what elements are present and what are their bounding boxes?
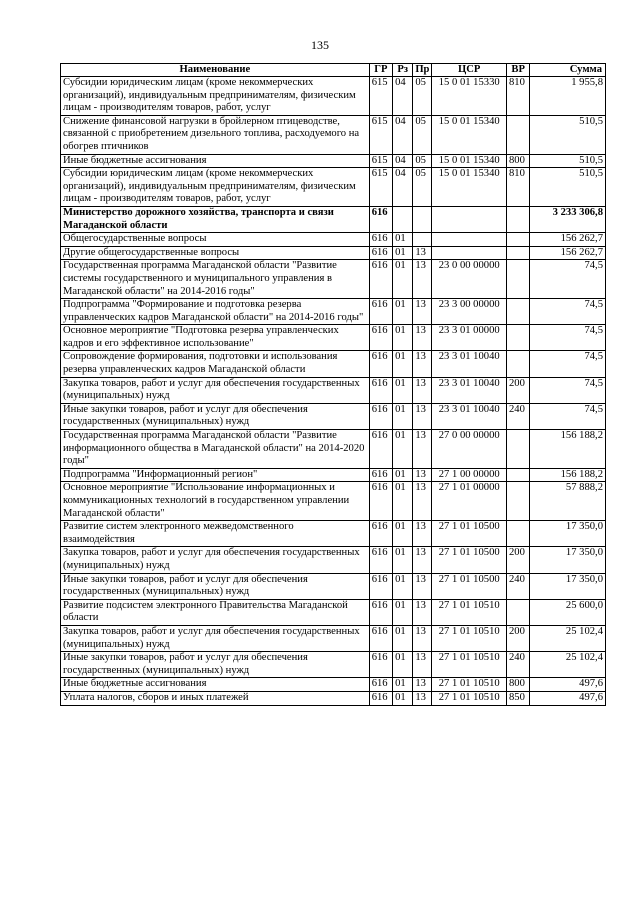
cell-csr: 23 3 00 00000 xyxy=(432,299,507,325)
cell-csr: 15 0 01 15340 xyxy=(432,168,507,207)
cell-csr: 27 1 01 10510 xyxy=(432,625,507,651)
cell-pr: 13 xyxy=(413,482,432,521)
cell-sum: 156 262,7 xyxy=(530,233,606,247)
cell-name: Сопровождение формирования, подготовки и использования резерва управленческих кадров Магаданской области xyxy=(61,351,370,377)
cell-rz: 01 xyxy=(393,260,413,299)
table-row xyxy=(61,403,606,429)
cell-name: Подпрограмма "Информационный регион" xyxy=(61,468,370,482)
cell-vr xyxy=(506,115,529,154)
cell-pr: 05 xyxy=(413,154,432,168)
cell-rz: 01 xyxy=(393,482,413,521)
header-rz: Рз xyxy=(393,64,413,77)
cell-vr: 240 xyxy=(506,403,529,429)
cell-rz: 01 xyxy=(393,430,413,469)
cell-sum: 74,5 xyxy=(530,377,606,403)
cell-rz: 04 xyxy=(393,77,413,116)
cell-csr: 23 3 01 00000 xyxy=(432,325,507,351)
cell-sum: 25 600,0 xyxy=(530,599,606,625)
cell-sum: 17 350,0 xyxy=(530,573,606,599)
cell-csr: 23 3 01 10040 xyxy=(432,377,507,403)
cell-pr: 13 xyxy=(413,625,432,651)
cell-rz: 01 xyxy=(393,691,413,705)
cell-vr xyxy=(506,233,529,247)
budget-table xyxy=(60,63,606,706)
cell-pr: 13 xyxy=(413,299,432,325)
cell-vr xyxy=(506,521,529,547)
cell-sum: 156 188,2 xyxy=(530,430,606,469)
cell-name: Государственная программа Магаданской области "Развитие информационного общества в Магаданской области" на 2014-2020 годы" xyxy=(61,430,370,469)
cell-csr: 27 1 01 10500 xyxy=(432,521,507,547)
cell-vr: 200 xyxy=(506,377,529,403)
cell-vr: 800 xyxy=(506,678,529,692)
header-vr: ВР xyxy=(506,64,529,77)
cell-pr: 13 xyxy=(413,652,432,678)
cell-gr: 616 xyxy=(369,377,392,403)
cell-sum: 74,5 xyxy=(530,351,606,377)
cell-sum: 497,6 xyxy=(530,691,606,705)
cell-name: Уплата налогов, сборов и иных платежей xyxy=(61,691,370,705)
cell-vr: 800 xyxy=(506,154,529,168)
cell-sum: 17 350,0 xyxy=(530,521,606,547)
cell-gr: 616 xyxy=(369,652,392,678)
header-sum: Сумма xyxy=(530,64,606,77)
cell-pr: 13 xyxy=(413,403,432,429)
cell-csr: 27 1 01 10510 xyxy=(432,599,507,625)
table-row xyxy=(61,573,606,599)
cell-csr: 15 0 01 15330 xyxy=(432,77,507,116)
cell-csr: 27 1 01 00000 xyxy=(432,482,507,521)
table-row xyxy=(61,377,606,403)
header-gr: ГР xyxy=(369,64,392,77)
cell-vr xyxy=(506,246,529,260)
cell-pr: 05 xyxy=(413,77,432,116)
table-row xyxy=(61,468,606,482)
cell-csr: 27 1 00 00000 xyxy=(432,468,507,482)
cell-vr xyxy=(506,351,529,377)
table-row xyxy=(61,154,606,168)
cell-vr xyxy=(506,325,529,351)
cell-rz: 01 xyxy=(393,377,413,403)
cell-gr: 615 xyxy=(369,154,392,168)
cell-pr xyxy=(413,206,432,232)
cell-pr: 05 xyxy=(413,168,432,207)
cell-vr: 810 xyxy=(506,168,529,207)
cell-gr: 616 xyxy=(369,430,392,469)
cell-gr: 616 xyxy=(369,351,392,377)
cell-vr: 240 xyxy=(506,573,529,599)
cell-vr xyxy=(506,468,529,482)
cell-csr xyxy=(432,246,507,260)
cell-csr: 23 0 00 00000 xyxy=(432,260,507,299)
table-row xyxy=(61,260,606,299)
cell-vr xyxy=(506,599,529,625)
cell-name: Развитие систем электронного межведомственного взаимодействия xyxy=(61,521,370,547)
header-name: Наименование xyxy=(61,64,370,77)
cell-pr: 13 xyxy=(413,521,432,547)
cell-sum: 497,6 xyxy=(530,678,606,692)
table-row xyxy=(61,691,606,705)
cell-gr: 616 xyxy=(369,599,392,625)
cell-vr: 850 xyxy=(506,691,529,705)
cell-gr: 616 xyxy=(369,468,392,482)
cell-gr: 616 xyxy=(369,325,392,351)
header-pr: Пр xyxy=(413,64,432,77)
header-csr: ЦСР xyxy=(432,64,507,77)
cell-name: Основное мероприятие "Использование информационных и коммуникационных технологий в государственном управлении Магаданской области" xyxy=(61,482,370,521)
cell-rz: 01 xyxy=(393,599,413,625)
cell-name: Субсидии юридическим лицам (кроме некоммерческих организаций), индивидуальным предпринимателям, физическим лицам - производителям товаров, работ, услуг xyxy=(61,77,370,116)
cell-pr: 05 xyxy=(413,115,432,154)
cell-name: Иные закупки товаров, работ и услуг для обеспечения государственных (муниципальных) нужд xyxy=(61,652,370,678)
cell-name: Закупка товаров, работ и услуг для обеспечения государственных (муниципальных) нужд xyxy=(61,625,370,651)
cell-pr: 13 xyxy=(413,691,432,705)
cell-csr: 15 0 01 15340 xyxy=(432,115,507,154)
table-row xyxy=(61,233,606,247)
cell-name: Иные закупки товаров, работ и услуг для обеспечения государственных (муниципальных) нужд xyxy=(61,403,370,429)
cell-pr: 13 xyxy=(413,573,432,599)
cell-rz: 01 xyxy=(393,233,413,247)
cell-sum: 510,5 xyxy=(530,154,606,168)
cell-sum: 74,5 xyxy=(530,403,606,429)
cell-gr: 615 xyxy=(369,115,392,154)
cell-vr: 200 xyxy=(506,625,529,651)
cell-sum: 510,5 xyxy=(530,115,606,154)
cell-vr: 240 xyxy=(506,652,529,678)
cell-name: Подпрограмма "Формирование и подготовка резерва управленческих кадров Магаданской области" на 2014-2016 годы" xyxy=(61,299,370,325)
cell-gr: 616 xyxy=(369,246,392,260)
cell-rz: 01 xyxy=(393,521,413,547)
cell-csr: 23 3 01 10040 xyxy=(432,351,507,377)
cell-sum: 74,5 xyxy=(530,299,606,325)
cell-sum: 17 350,0 xyxy=(530,547,606,573)
cell-vr xyxy=(506,206,529,232)
cell-csr xyxy=(432,206,507,232)
table-row xyxy=(61,652,606,678)
cell-pr: 13 xyxy=(413,260,432,299)
table-row xyxy=(61,351,606,377)
cell-gr: 616 xyxy=(369,233,392,247)
cell-sum: 25 102,4 xyxy=(530,652,606,678)
table-row xyxy=(61,482,606,521)
cell-rz: 01 xyxy=(393,625,413,651)
table-row xyxy=(61,678,606,692)
cell-name: Другие общегосударственные вопросы xyxy=(61,246,370,260)
cell-vr xyxy=(506,430,529,469)
cell-gr: 616 xyxy=(369,521,392,547)
table-row xyxy=(61,115,606,154)
cell-rz: 04 xyxy=(393,154,413,168)
cell-pr: 13 xyxy=(413,430,432,469)
cell-sum: 25 102,4 xyxy=(530,625,606,651)
cell-name: Иные бюджетные ассигнования xyxy=(61,678,370,692)
cell-sum: 74,5 xyxy=(530,260,606,299)
page-number: 135 xyxy=(311,38,329,52)
cell-csr: 15 0 01 15340 xyxy=(432,154,507,168)
cell-gr: 616 xyxy=(369,482,392,521)
cell-rz: 01 xyxy=(393,246,413,260)
table-row xyxy=(61,168,606,207)
cell-vr xyxy=(506,482,529,521)
cell-csr: 23 3 01 10040 xyxy=(432,403,507,429)
cell-pr: 13 xyxy=(413,678,432,692)
cell-name: Иные закупки товаров, работ и услуг для обеспечения государственных (муниципальных) нужд xyxy=(61,573,370,599)
cell-rz: 01 xyxy=(393,573,413,599)
cell-csr: 27 1 01 10510 xyxy=(432,678,507,692)
table-row xyxy=(61,246,606,260)
cell-rz: 01 xyxy=(393,652,413,678)
cell-sum: 510,5 xyxy=(530,168,606,207)
cell-gr: 616 xyxy=(369,299,392,325)
cell-pr: 13 xyxy=(413,246,432,260)
cell-csr: 27 0 00 00000 xyxy=(432,430,507,469)
cell-sum: 1 955,8 xyxy=(530,77,606,116)
cell-name: Общегосударственные вопросы xyxy=(61,233,370,247)
cell-gr: 615 xyxy=(369,77,392,116)
cell-gr: 616 xyxy=(369,547,392,573)
cell-csr: 27 1 01 10510 xyxy=(432,652,507,678)
table-row xyxy=(61,625,606,651)
table-row xyxy=(61,430,606,469)
cell-csr: 27 1 01 10500 xyxy=(432,573,507,599)
cell-gr: 616 xyxy=(369,403,392,429)
cell-name: Закупка товаров, работ и услуг для обеспечения государственных (муниципальных) нужд xyxy=(61,377,370,403)
table-row xyxy=(61,521,606,547)
cell-vr: 200 xyxy=(506,547,529,573)
cell-csr xyxy=(432,233,507,247)
cell-vr: 810 xyxy=(506,77,529,116)
cell-rz xyxy=(393,206,413,232)
cell-rz: 04 xyxy=(393,115,413,154)
cell-sum: 156 188,2 xyxy=(530,468,606,482)
table-header-row xyxy=(61,64,606,77)
cell-name: Развитие подсистем электронного Правительства Магаданской области xyxy=(61,599,370,625)
table-row xyxy=(61,547,606,573)
cell-pr xyxy=(413,233,432,247)
cell-rz: 01 xyxy=(393,468,413,482)
cell-gr: 616 xyxy=(369,260,392,299)
cell-rz: 01 xyxy=(393,403,413,429)
cell-name: Закупка товаров, работ и услуг для обеспечения государственных (муниципальных) нужд xyxy=(61,547,370,573)
cell-gr: 616 xyxy=(369,625,392,651)
cell-sum: 156 262,7 xyxy=(530,246,606,260)
cell-gr: 616 xyxy=(369,206,392,232)
cell-pr: 13 xyxy=(413,351,432,377)
cell-pr: 13 xyxy=(413,547,432,573)
cell-sum: 3 233 306,8 xyxy=(530,206,606,232)
cell-rz: 01 xyxy=(393,325,413,351)
cell-sum: 74,5 xyxy=(530,325,606,351)
cell-csr: 27 1 01 10510 xyxy=(432,691,507,705)
cell-vr xyxy=(506,299,529,325)
table-row xyxy=(61,599,606,625)
cell-name: Министерство дорожного хозяйства, транспорта и связи Магаданской области xyxy=(61,206,370,232)
cell-gr: 616 xyxy=(369,573,392,599)
cell-pr: 13 xyxy=(413,325,432,351)
cell-rz: 01 xyxy=(393,351,413,377)
cell-rz: 01 xyxy=(393,678,413,692)
cell-name: Иные бюджетные ассигнования xyxy=(61,154,370,168)
cell-csr: 27 1 01 10500 xyxy=(432,547,507,573)
cell-vr xyxy=(506,260,529,299)
cell-name: Субсидии юридическим лицам (кроме некоммерческих организаций), индивидуальным предпринимателям, физическим лицам - производителям товаров, работ, услуг xyxy=(61,168,370,207)
cell-sum: 57 888,2 xyxy=(530,482,606,521)
table-row xyxy=(61,325,606,351)
cell-name: Государственная программа Магаданской области "Развитие системы государственного и муниципального управления в Магаданской области" на 2014-2016 годы" xyxy=(61,260,370,299)
cell-gr: 616 xyxy=(369,678,392,692)
cell-gr: 615 xyxy=(369,168,392,207)
table-row xyxy=(61,206,606,232)
cell-pr: 13 xyxy=(413,377,432,403)
cell-pr: 13 xyxy=(413,599,432,625)
table-body xyxy=(61,77,606,706)
cell-name: Основное мероприятие "Подготовка резерва управленческих кадров и его эффективное использование" xyxy=(61,325,370,351)
table-row xyxy=(61,299,606,325)
table-row xyxy=(61,77,606,116)
cell-gr: 616 xyxy=(369,691,392,705)
cell-rz: 01 xyxy=(393,547,413,573)
cell-pr: 13 xyxy=(413,468,432,482)
cell-name: Снижение финансовой нагрузки в бройлерном птицеводстве, связанной с приобретением дизельного топлива, расходуемого на обогрев птичников xyxy=(61,115,370,154)
cell-rz: 04 xyxy=(393,168,413,207)
cell-rz: 01 xyxy=(393,299,413,325)
